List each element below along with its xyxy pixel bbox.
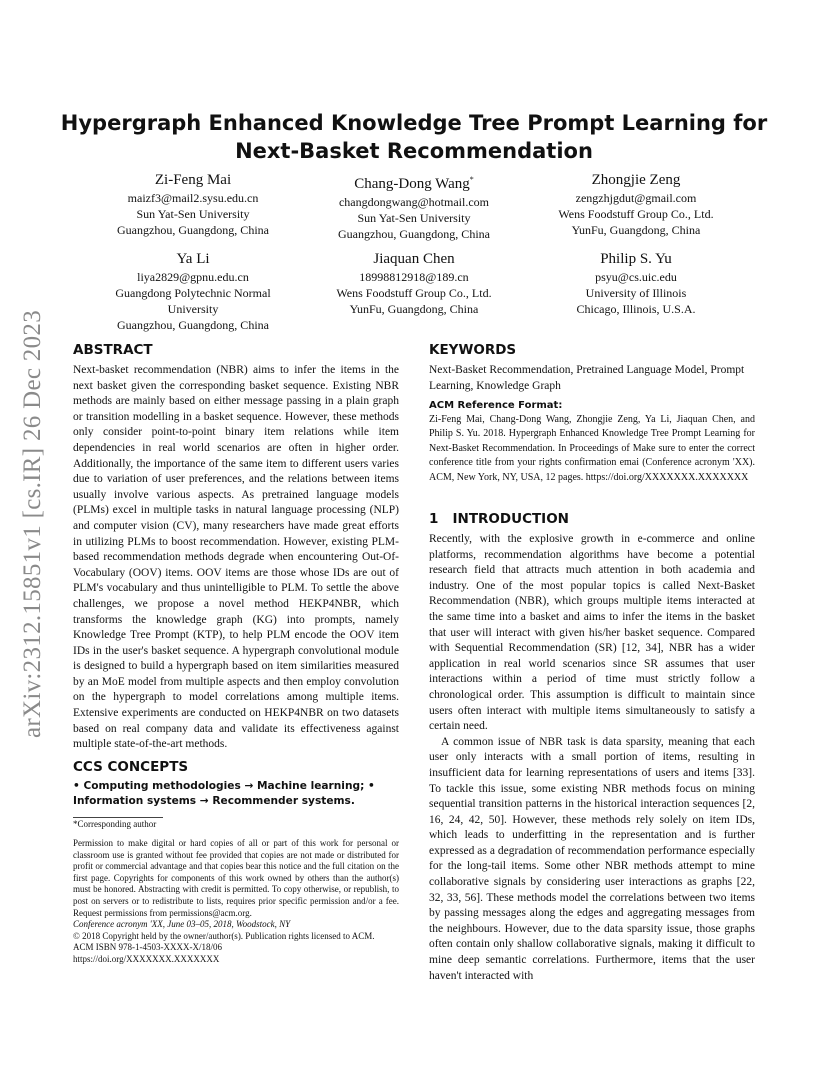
ccs-section bbox=[73, 758, 399, 809]
author-affiliation: Wens Foodstuff Group Co., Ltd. bbox=[558, 207, 714, 221]
author-email: maizf3@mail2.sysu.edu.cn bbox=[127, 191, 259, 205]
abstract-section bbox=[73, 341, 399, 753]
author-affiliation: Sun Yat-Sen University bbox=[357, 211, 471, 225]
author-name: Philip S. Yu bbox=[600, 251, 672, 267]
ccs-text: • Computing methodologies → Machine learning; • Information systems → Recommender systems. bbox=[73, 780, 375, 807]
paper-title bbox=[60, 109, 768, 165]
author-name: Zi-Feng Mai bbox=[154, 172, 232, 188]
acm-reference-section bbox=[429, 399, 755, 485]
author-affiliation: University of Illinois bbox=[585, 286, 687, 300]
author-name-line bbox=[294, 170, 534, 194]
author-affiliation-cont: University bbox=[167, 302, 219, 316]
author-block bbox=[516, 249, 756, 317]
acm-reference-text: Zi-Feng Mai, Chang-Dong Wang, Zhongjie Zeng, Ya Li, Jiaquan Chen, and Philip S. Yu. 2018. Hypergraph Enhanced Knowledge Tree Prompt Learning for Next-Basket Recommendation. In Proceedings of Make sure to enter the correct conference title from your rights confirmation emai (Conference acronym 'XX). ACM, New York, NY, USA, 12 pages. https://doi.org/XXXXXXX.XXXXXXX bbox=[429, 414, 755, 483]
author-email: liya2829@gpnu.edu.cn bbox=[137, 270, 249, 284]
title-line-1: Hypergraph Enhanced Knowledge Tree Prompt Learning for bbox=[60, 111, 768, 135]
arxiv-stamp: arXiv:2312.15851v1 [cs.IR] 26 Dec 2023 bbox=[19, 310, 46, 738]
footnote-rule bbox=[73, 817, 163, 818]
abstract-text: Next-basket recommendation (NBR) aims to infer the items in the next basket given the corresponding basket sequence. Existing NBR methods are mainly based on either message passing in a plain graph or transition modelling in a basket sequence. However, these methods only consider point-to-point binary item relations while item dependencies in real world scenarios are often in higher order. Additionally, the importance of the same item to different users varies due to variation of user preferences, and the relations between items usually involve various aspects. As pretrained language models (PLMs) excel in multiple tasks in natural language processing (NLP) and computer vision (CV), many researchers have made great efforts in utilizing PLMs to boost recommendation. However, existing PLM-based recommendation methods degrade when encountering Out-Of-Vocabulary (OOV) items. OOV items are those whose IDs are out of PLM's vocabulary and thus unintelligible to PLM. To settle the above challenges, we propose a novel method HEKP4NBR, which transforms the knowledge graph (KG) into prompts, namely Knowledge Tree Prompt (KTP), to help PLM encode the OOV item IDs in the user's basket sequence. A hypergraph convolutional module is designed to build a hypergraph based on item similarities measured by an MoE model from multiple aspects and then employ convolution on the hypergraph to model correlations among multiple items. Extensive experiments are conducted on HEKP4NBR on two datasets based on real company data and validate its effectiveness against multiple state-of-the-art methods. bbox=[73, 364, 399, 751]
author-email: psyu@cs.uic.edu bbox=[595, 270, 677, 284]
author-block bbox=[73, 249, 313, 333]
author-location: YunFu, Guangdong, China bbox=[349, 302, 479, 316]
author-email: zengzhjgdut@gmail.com bbox=[575, 191, 697, 205]
author-location: Guangzhou, Guangdong, China bbox=[117, 223, 269, 237]
keywords-text: Next-Basket Recommendation, Pretrained Language Model, Prompt Learning, Knowledge Graph bbox=[429, 364, 745, 392]
corresponding-footnote: *Corresponding author bbox=[73, 819, 157, 829]
isbn-line: ACM ISBN 978-1-4503-XXXX-X/18/06 bbox=[73, 942, 222, 953]
author-name: Chang-Dong Wang bbox=[354, 176, 470, 192]
acm-reference-heading: ACM Reference Format: bbox=[429, 400, 563, 411]
abstract-heading: ABSTRACT bbox=[73, 342, 153, 358]
author-block bbox=[294, 170, 534, 242]
keywords-section bbox=[429, 341, 755, 394]
author-affiliation: Guangdong Polytechnic Normal bbox=[115, 286, 271, 300]
title-line-2: Next-Basket Recommendation bbox=[235, 139, 593, 163]
introduction-section bbox=[429, 510, 755, 984]
author-affiliation: Wens Foodstuff Group Co., Ltd. bbox=[336, 286, 492, 300]
copyright-line: © 2018 Copyright held by the owner/author(s). Publication rights licensed to ACM. bbox=[73, 930, 375, 941]
author-location: Guangzhou, Guangdong, China bbox=[117, 318, 269, 332]
permission-block bbox=[73, 838, 399, 966]
intro-paragraph-2: A common issue of NBR task is data sparsity, meaning that each user only interacts with a small portion of items, resulting in insufficient data for learning representations of users and items [33]. To tackle this issue, some existing NBR methods focus on mining sequential transition patterns in the historical interaction sequences [2, 16, 24, 42, 50]. However, these methods rely solely on item IDs, which leads to underfitting in the representation and is further expressed as a degradation of recommendation performance especially for the long-tail items. Some other NBR methods attempt to mine collaborative signals by considering user interactions as graphs [22, 32, 33, 56]. These methods model the correlations between two items by passing messages along the edges and aggregating messages from the neighbours. However, due to the data sparsity issue, those graphs often contain only shallow collaborative signals, making it difficult to mine deep semantic correlations. Furthermore, items that the user haven't interacted with bbox=[429, 735, 755, 982]
author-location: Chicago, Illinois, U.S.A. bbox=[576, 302, 696, 316]
doi-line: https://doi.org/XXXXXXX.XXXXXXX bbox=[73, 953, 220, 964]
author-block bbox=[73, 170, 313, 238]
author-location: YunFu, Guangdong, China bbox=[571, 223, 701, 237]
author-location: Guangzhou, Guangdong, China bbox=[338, 227, 490, 241]
introduction-heading: 1 INTRODUCTION bbox=[429, 511, 569, 527]
author-email: 18998812918@189.cn bbox=[359, 270, 469, 284]
author-name: Zhongjie Zeng bbox=[591, 172, 681, 188]
conference-line: Conference acronym 'XX, June 03–05, 2018, Woodstock, NY bbox=[73, 919, 291, 930]
author-block bbox=[516, 170, 756, 238]
author-block bbox=[294, 249, 534, 317]
author-affiliation: Sun Yat-Sen University bbox=[136, 207, 250, 221]
author-name: Jiaquan Chen bbox=[373, 251, 455, 267]
author-name: Ya Li bbox=[176, 251, 210, 267]
ccs-heading: CCS CONCEPTS bbox=[73, 759, 189, 775]
permission-text: Permission to make digital or hard copies of all or part of this work for personal or classroom use is granted without fee provided that copies are not made or distributed for profit or commercial advantage and that copies bear this notice and the full citation on the first page. Copyrights for components of this work owned by others than the author(s) must be honored. Abstracting with credit is permitted. To copy otherwise, or republish, to post on servers or to redistribute to lists, requires prior specific permission and/or a fee. Request permissions from permissions@acm.org. bbox=[73, 838, 399, 918]
keywords-heading: KEYWORDS bbox=[429, 342, 517, 358]
author-email: changdongwang@hotmail.com bbox=[338, 195, 490, 209]
intro-paragraph-1: Recently, with the explosive growth in e-commerce and online platforms, recommendation algorithms have become a potential research field that attracts much attention in both academia and industry. One of the most popular topics is called Next-Basket Recommendation (NBR), which groups multiple items interacted at the same time into a basket and aims to infer the items in the basket that user will interact with given his/her basket sequence. Compared with Sequential Recommendation (SR) [12, 34], NBR has a wider application in real world scenarios since SR assumes that user interactions within a period of time must strictly follow a chronological order. This assumption is difficult to maintain since users often interact with multiple items simultaneously to satisfy a certain need. bbox=[429, 533, 755, 733]
corresponding-mark: * bbox=[469, 175, 474, 184]
